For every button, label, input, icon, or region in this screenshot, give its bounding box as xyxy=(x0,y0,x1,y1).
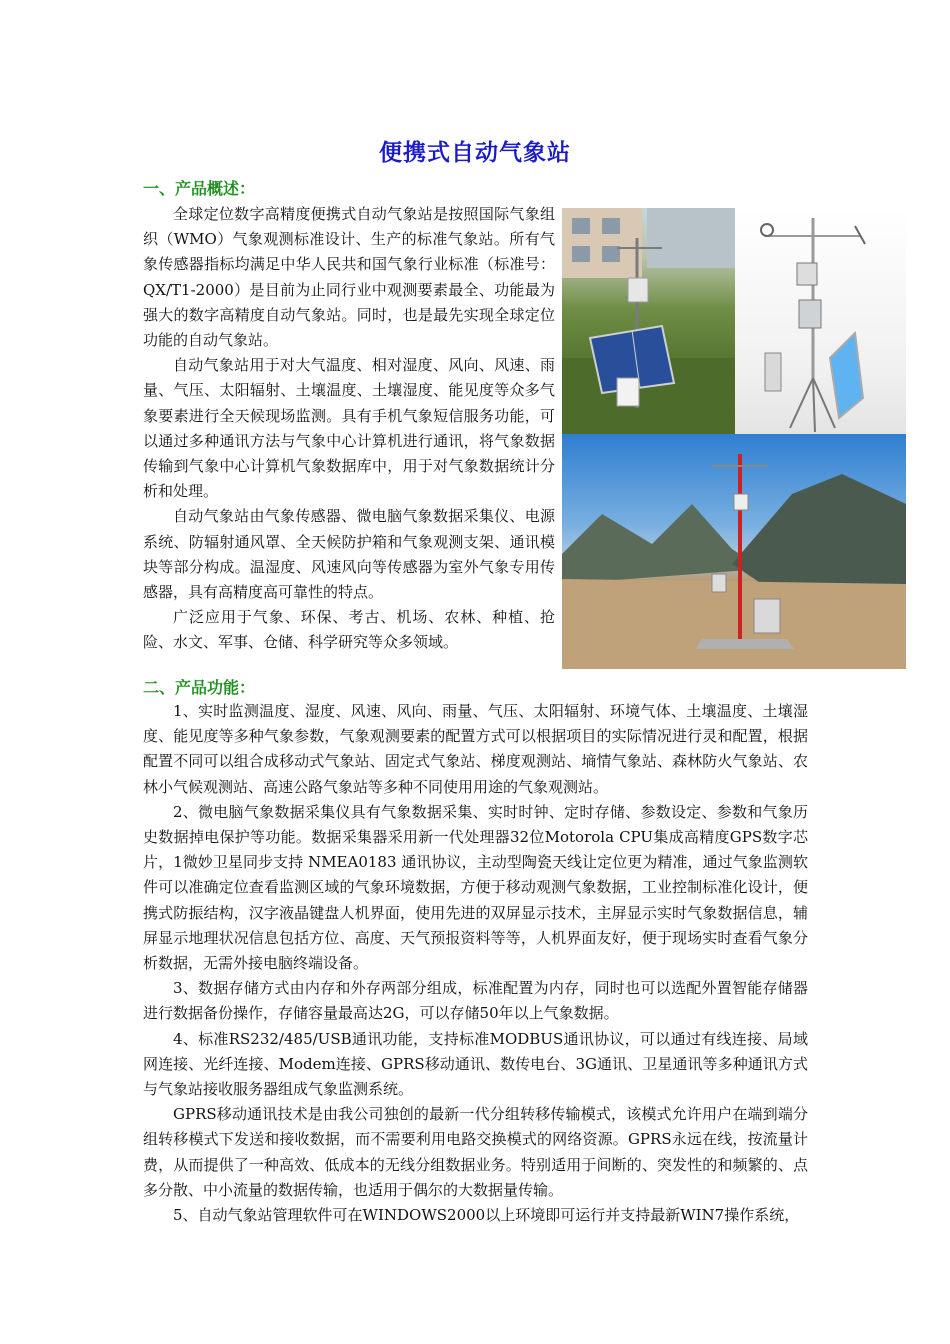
weather-station-garden-photo xyxy=(562,208,735,434)
paragraph: 4、标准RS232/485/USB通讯功能，支持标准MODBUS通讯协议，可以通过有线连接、局域网连接、光纤连接、Modem连接、GPRS移动通讯、数传电台、3G通讯、卫星通讯等多种通讯方式与气象站接收服务器组成气象监测系统。 xyxy=(143,1029,808,1099)
weather-station-render-photo xyxy=(735,208,906,434)
paragraph: 全球定位数字高精度便携式自动气象站是按照国际气象组织（WMO）气象观测标准设计、生产的标准气象站。所有气象传感器指标均满足中华人民共和国气象行业标准（标准号：QX/T1-2000）是目前为止同行业中观测要素最全、功能最为强大的数字高精度自动气象站。同时，也是最先实现全球定位功能的自动气象站。 xyxy=(143,205,555,350)
overview-text xyxy=(143,202,555,656)
paragraph: 5、自动气象站管理软件可在WINDOWS2000以上环境即可运行并支持最新WIN7操作系统， xyxy=(173,1206,800,1225)
functions-text xyxy=(143,699,808,1228)
paragraph: 1、实时监测温度、湿度、风速、风向、雨量、气压、太阳辐射、环境气体、土壤温度、土壤湿度、能见度等多种气象参数，气象观测要素的配置方式可以根据项目的实际情况进行灵和配置，根据配置不同可以组合成移动式气象站、固定式气象站、梯度观测站、墒情气象站、森林防火气象站、农林小气候观测站、高速公路气象站等多种不同使用用途的气象观测站。 xyxy=(143,702,808,796)
paragraph: 自动气象站由气象传感器、微电脑气象数据采集仪、电源系统、防辐射通风罩、全天候防护箱和气象观测支架、通讯模块等部分构成。温湿度、风速风向等传感器为室外气象专用传感器，具有高精度高可靠性的特点。 xyxy=(143,507,555,602)
paragraph: 广泛应用于气象、环保、考古、机场、农林、种植、抢险、水文、军事、仓储、科学研究等众多领域。 xyxy=(143,608,555,652)
paragraph: 自动气象站用于对大气温度、相对湿度、风向、风速、雨量、气压、太阳辐射、土壤温度、土壤湿度、能见度等众多气象要素进行全天候现场监测。具有手机气象短信服务功能，可以通过多种通讯方法与气象中心计算机进行通讯，将气象数据传输到气象中心计算机气象数据库中，用于对气象数据统计分析和处理。 xyxy=(143,356,555,501)
document-title: 便携式自动气象站 xyxy=(379,140,571,166)
section-heading-overview: 一、产品概述： xyxy=(143,179,256,198)
paragraph: 2、微电脑气象数据采集仪具有气象数据采集、实时时钟、定时存储、参数设定、参数和气象历史数据掉电保护等功能。数据采集器采用新一代处理器32位Motorola CPU集成高精度GPS数字芯片，1微妙卫星同步支持 NMEA0183 通讯协议，主动型陶瓷天线让定位更为精准，通过气象监测软件可以准确定位查看监测区域的气象环境数据，方便于移动观测气象数据，工业控制标准化设计，便携式防振结构，汉字液晶键盘人机界面，使用先进的双屏显示技术，主屏显示实时气象数据信息，辅屏显示地理状况信息包括方位、高度、天气预报资料等等，人机界面友好，便于现场实时查看气象分析数据，无需外接电脑终端设备。 xyxy=(143,802,808,973)
paragraph: 3、数据存储方式由内存和外存两部分组成，标准配置为内存，同时也可以选配外置智能存储器进行数据备份操作，存储容量最高达2G，可以存储50年以上气象数据。 xyxy=(143,979,808,1023)
weather-station-field-photo xyxy=(562,434,906,669)
section-heading-functions: 二、产品功能： xyxy=(143,678,256,697)
paragraph: GPRS移动通讯技术是由我公司独创的最新一代分组转移传输模式，该模式允许用户在端到端分组转移模式下发送和接收数据，而不需要利用电路交换模式的网络资源。GPRS永远在线，按流量计费，从而提供了一种高效、低成本的无线分组数据业务。特别适用于间断的、突发性的和频繁的、点多分散、中小流量的数据传输，也适用于偶尔的大数据量传输。 xyxy=(143,1105,808,1199)
